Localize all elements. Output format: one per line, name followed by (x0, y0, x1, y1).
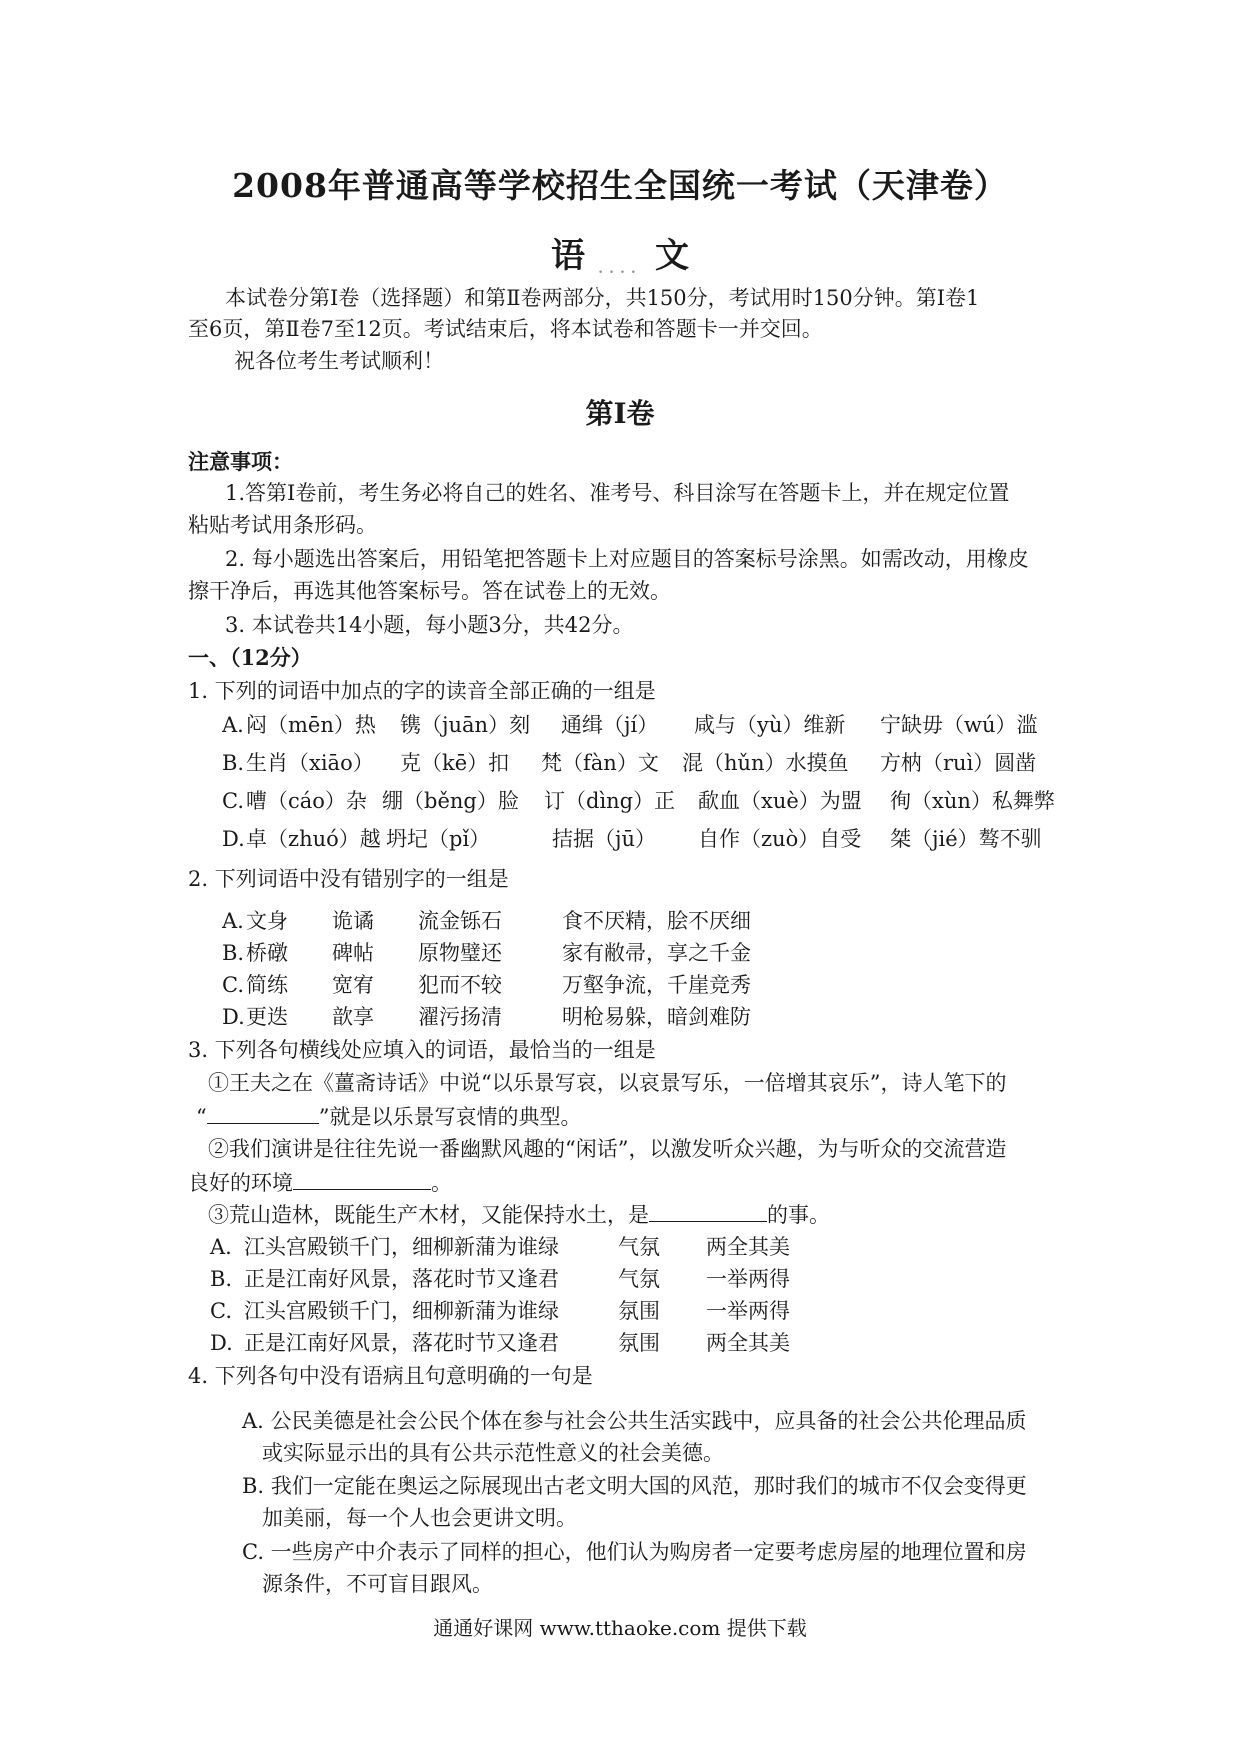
note-1-line-1: 1.答第Ⅰ卷前，考生务必将自己的姓名、准考号、科目涂写在答题卡上，并在规定位置 (225, 481, 1010, 505)
q4-stem: 4. 下列各句中没有语病且句意明确的一句是 (188, 1364, 593, 1388)
fill-blank-3 (649, 1199, 767, 1222)
q1-option-c (222, 786, 1082, 816)
q4-option-a-line-1: A. 公民美德是社会公民个体在参与社会公共生活实践中，应具备的社会公共伦理品质 (242, 1409, 1027, 1433)
option-item: 镌（juān）刻 (400, 713, 531, 737)
q3-sentence-2-line-1: ②我们演讲是往往先说一番幽默风趣的“闲话”，以激发听众兴趣，为与听众的交流营造 (208, 1137, 1007, 1161)
option-item: 一举两得 (706, 1267, 790, 1291)
q3-option-b (210, 1264, 810, 1294)
option-item: 正是江南好风景，落花时节又逢君 (244, 1267, 559, 1291)
option-label: C. (222, 789, 244, 813)
option-item: 简练 (246, 973, 288, 997)
option-item: 梵（fàn）文 (541, 751, 659, 775)
option-item: 文身 (246, 909, 288, 933)
sentence-tail: 的事。 (767, 1203, 830, 1227)
option-item: 两全其美 (706, 1331, 790, 1355)
option-item: 桀（jié）骜不驯 (890, 827, 1042, 851)
option-item: 绷（běng）脸 (382, 789, 519, 813)
option-item: 濯污扬清 (418, 1005, 502, 1029)
q4-option-b-line-1: B. 我们一定能在奥运之际展现出古老文明大国的风范，那时我们的城市不仅会变得更 (242, 1474, 1027, 1498)
q4-option-a-line-2: 或实际显示出的具有公共示范性意义的社会美德。 (262, 1441, 724, 1465)
option-item: 明枪易躲，暗剑难防 (562, 1005, 751, 1029)
q2-option-c (222, 970, 782, 1000)
note-3: 3. 本试卷共14小题，每小题3分，共42分。 (225, 613, 634, 637)
option-label: D. (210, 1331, 233, 1355)
sentence-tail: 。 (431, 1171, 452, 1195)
option-item: 两全其美 (706, 1235, 790, 1259)
option-item: 宽宥 (332, 973, 374, 997)
option-label: D. (222, 1005, 245, 1029)
q4-option-c-line-1: C. 一些房产中介表示了同样的担心，他们认为购房者一定要考虑房屋的地理位置和房 (242, 1540, 1027, 1564)
option-item: 方枘（ruì）圆凿 (880, 751, 1037, 775)
option-item: 一举两得 (706, 1299, 790, 1323)
section-title: 第Ⅰ卷 (585, 397, 655, 430)
q4-option-b-line-2: 加美丽，每一个人也会更讲文明。 (262, 1506, 577, 1530)
option-item: 氛围 (618, 1331, 660, 1355)
option-item: 万壑争流，千崖竞秀 (562, 973, 751, 997)
option-item: 闷（mēn）热 (246, 713, 376, 737)
note-1-line-2: 粘贴考试用条形码。 (188, 513, 377, 537)
notes-heading: 注意事项： (188, 449, 293, 474)
note-2-line-1: 2. 每小题选出答案后，用铅笔把答题卡上对应题目的答案标号涂黑。如需改动，用橡皮 (225, 547, 1029, 571)
option-item: 江头宫殿锁千门，细柳新蒲为谁绿 (244, 1299, 559, 1323)
option-item: 更迭 (246, 1005, 288, 1029)
q3-stem: 3. 下列各句横线处应填入的词语，最恰当的一组是 (188, 1038, 656, 1062)
sentence-head: 良好的环境 (188, 1171, 293, 1195)
q3-option-d (210, 1328, 810, 1358)
open-quote: “ (196, 1105, 207, 1129)
option-item: 流金铄石 (418, 909, 502, 933)
sentence-head: ③荒山造林，既能生产木材，又能保持水土，是 (208, 1203, 649, 1227)
q3-option-a (210, 1232, 810, 1262)
option-item: 歃血（xuè）为盟 (698, 789, 862, 813)
fill-blank-2 (293, 1167, 431, 1190)
option-item: 氛围 (618, 1299, 660, 1323)
option-item: 拮据（jū） (552, 827, 657, 851)
option-label: C. (210, 1299, 232, 1323)
option-item: 坍圮（pǐ） (386, 827, 491, 851)
option-item: 碑帖 (332, 941, 374, 965)
q1-stem: 1. 下列的词语中加点的字的读音全部正确的一组是 (188, 679, 656, 703)
option-item: 犯而不较 (418, 973, 502, 997)
page-title: 2008年普通高等学校招生全国统一考试（天津卷） (232, 166, 1008, 205)
option-item: 食不厌精，脍不厌细 (562, 909, 751, 933)
intro-line-2: 至6页，第Ⅱ卷7至12页。考试结束后，将本试卷和答题卡一并交回。 (188, 317, 823, 341)
subject-spacer-dots: .... (598, 261, 642, 277)
option-item: 诡谲 (332, 909, 374, 933)
option-item: 江头宫殿锁千门，细柳新蒲为谁绿 (244, 1235, 559, 1259)
fill-blank-1 (207, 1101, 319, 1124)
option-item: 生肖（xiāo） (246, 751, 374, 775)
q1-option-d (222, 824, 1082, 854)
q2-option-a (222, 906, 782, 936)
footer-credit: 通通好课网 www.tthaoke.com 提供下载 (433, 1616, 807, 1640)
option-item: 歆享 (332, 1005, 374, 1029)
option-item: 克（kē）扣 (400, 751, 510, 775)
option-label: B. (222, 751, 245, 775)
subject-right-char: 文 (655, 236, 689, 276)
option-label: B. (222, 941, 245, 965)
q2-stem: 2. 下列词语中没有错别字的一组是 (188, 867, 509, 891)
note-2-line-2: 擦干净后，再选其他答案标号。答在试卷上的无效。 (188, 579, 671, 603)
subject-heading (0, 228, 1240, 277)
option-label: A. (222, 909, 244, 933)
q3-sentence-2-line-2 (188, 1167, 452, 1198)
option-item: 宁缺毋（wú）滥 (880, 713, 1038, 737)
q3-option-c (210, 1296, 810, 1326)
q2-option-b (222, 938, 782, 968)
option-label: A. (222, 713, 244, 737)
intro-line-3: 祝各位考生考试顺利！ (234, 349, 444, 373)
q1-option-b (222, 748, 1082, 778)
option-item: 自作（zuò）自受 (698, 827, 862, 851)
q3-sentence-1-line-1: ①王夫之在《薑斋诗话》中说“以乐景写哀，以哀景写乐，一倍增其哀乐”，诗人笔下的 (208, 1071, 1007, 1095)
option-label: A. (210, 1235, 232, 1259)
option-item: 徇（xùn）私舞弊 (890, 789, 1055, 813)
option-item: 卓（zhuó）越 (246, 827, 381, 851)
option-item: 气氛 (618, 1235, 660, 1259)
option-item: 原物璧还 (418, 941, 502, 965)
sentence-tail: ”就是以乐景写哀情的典型。 (318, 1105, 582, 1129)
option-item: 通缉（jí） (561, 713, 659, 737)
part-1-heading: 一、（12分） (188, 645, 312, 670)
q3-sentence-1-line-2 (196, 1101, 582, 1132)
option-item: 嘈（cáo）杂 (246, 789, 367, 813)
option-label: D. (222, 827, 245, 851)
option-item: 咸与（yù）维新 (694, 713, 846, 737)
option-item: 桥礅 (246, 941, 288, 965)
q4-option-c-line-2: 源条件，不可盲目跟风。 (262, 1572, 493, 1596)
option-label: C. (222, 973, 244, 997)
q2-option-d (222, 1002, 782, 1032)
option-item: 混（hǔn）水摸鱼 (682, 751, 849, 775)
option-item: 家有敝帚，享之千金 (562, 941, 751, 965)
intro-line-1: 本试卷分第Ⅰ卷（选择题）和第Ⅱ卷两部分，共150分，考试用时150分钟。第Ⅰ卷1 (225, 286, 980, 310)
option-item: 气氛 (618, 1267, 660, 1291)
subject-left-char: 语 (551, 236, 585, 276)
option-item: 正是江南好风景，落花时节又逢君 (244, 1331, 559, 1355)
q1-option-a (222, 710, 1082, 740)
q3-sentence-3 (208, 1199, 830, 1230)
option-item: 订（dìng）正 (544, 789, 676, 813)
option-label: B. (210, 1267, 233, 1291)
